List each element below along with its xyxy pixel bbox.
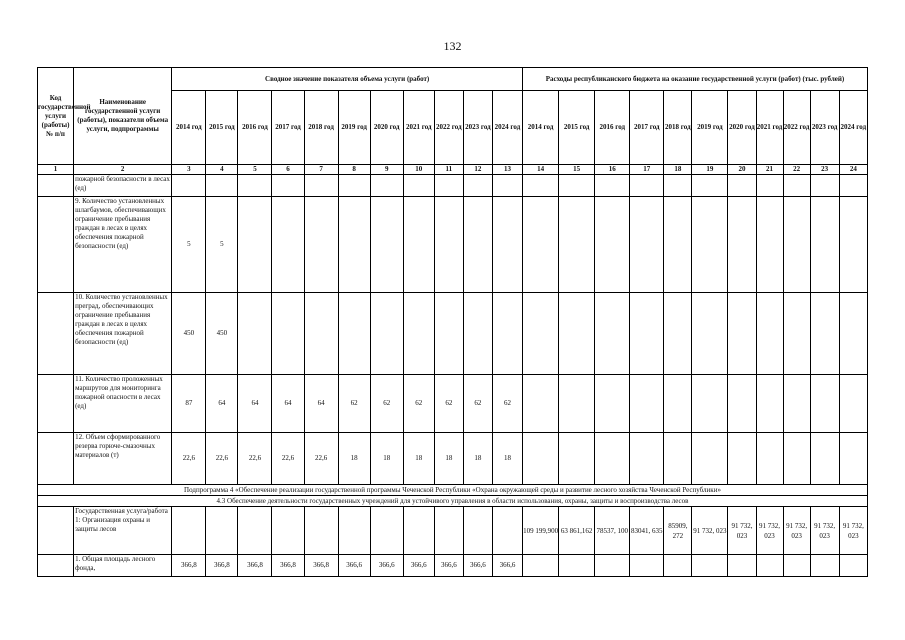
volume-value: [206, 507, 238, 555]
expense-value: [756, 293, 783, 375]
expense-value: [559, 175, 595, 197]
volume-value: 366,8: [272, 555, 304, 577]
expense-group-header: Расходы республиканского бюджета на оказание государственной услуги (работ) (тыс. рублей): [523, 68, 868, 91]
expense-value: [728, 293, 756, 375]
volume-year-header: 2024 год: [492, 91, 522, 165]
column-number: 6: [272, 165, 304, 175]
column-number: 17: [630, 165, 664, 175]
volume-value: [238, 507, 272, 555]
expense-value: [839, 175, 867, 197]
expense-value: 91 732, 023: [783, 507, 810, 555]
expense-value: [839, 197, 867, 293]
expense-value: [692, 555, 728, 577]
volume-value: [434, 197, 463, 293]
subprogram-title: Подпрограмма 4 «Обеспечение реализации государственной программы Чеченской Республики «Охрана окружающей среды и развитие лесного хозяйства Чеченской Республики»: [38, 485, 868, 496]
volume-value: 64: [206, 375, 238, 433]
volume-value: [370, 175, 403, 197]
volume-value: [238, 293, 272, 375]
volume-value: 366,6: [338, 555, 370, 577]
expense-value: 91 732, 023: [810, 507, 839, 555]
volume-value: [463, 175, 492, 197]
column-number: 12: [463, 165, 492, 175]
service-volume-table: [37, 67, 868, 577]
indicator-name: 11. Количество проложенных маршрутов для мониторинга пожарной опасности в лесах (ед): [74, 375, 172, 433]
volume-value: 62: [338, 375, 370, 433]
expense-value: [839, 293, 867, 375]
expense-value: [559, 293, 595, 375]
volume-value: [272, 293, 304, 375]
volume-value: 366,6: [434, 555, 463, 577]
code-cell: [38, 293, 74, 375]
table-row: [38, 293, 868, 375]
expense-value: [810, 375, 839, 433]
volume-value: 18: [492, 433, 522, 485]
expense-value: [839, 433, 867, 485]
expense-year-header: 2020 год: [728, 91, 756, 165]
expense-value: [783, 197, 810, 293]
column-number: 2: [74, 165, 172, 175]
volume-group-header: Сводное значение показателя объема услуги (работ): [172, 68, 523, 91]
volume-year-header: 2019 год: [338, 91, 370, 165]
volume-value: [403, 507, 434, 555]
expense-value: [523, 293, 559, 375]
volume-value: 366,8: [304, 555, 338, 577]
volume-value: [403, 197, 434, 293]
volume-value: 450: [172, 293, 206, 375]
volume-value: [492, 293, 522, 375]
indicator-name: пожарной безопасности в лесах (ед): [74, 175, 172, 197]
indicator-name: 9. Количество установленных шлагбаумов, обеспечивающих ограничение пребывания граждан в лесах в целях обеспечения пожарной безопасности (ед): [74, 197, 172, 293]
expense-value: [756, 555, 783, 577]
column-number: 22: [783, 165, 810, 175]
column-number: 16: [595, 165, 630, 175]
expense-value: [728, 555, 756, 577]
volume-value: [272, 175, 304, 197]
volume-value: 18: [463, 433, 492, 485]
expense-value: 83041, 635: [630, 507, 664, 555]
code-header: Код государственной услуги (работы) № п/п: [38, 68, 74, 165]
column-number: 21: [756, 165, 783, 175]
volume-value: 22,6: [238, 433, 272, 485]
expense-value: [523, 197, 559, 293]
column-number: 13: [492, 165, 522, 175]
volume-value: [403, 293, 434, 375]
volume-value: 62: [403, 375, 434, 433]
column-number: 1: [38, 165, 74, 175]
volume-value: 22,6: [304, 433, 338, 485]
expense-value: [783, 293, 810, 375]
expense-value: [810, 293, 839, 375]
volume-value: 62: [492, 375, 522, 433]
expense-value: [630, 197, 664, 293]
volume-value: 366,8: [172, 555, 206, 577]
volume-value: [338, 293, 370, 375]
volume-value: 450: [206, 293, 238, 375]
volume-value: 64: [272, 375, 304, 433]
expense-value: [756, 197, 783, 293]
volume-value: [492, 175, 522, 197]
volume-value: [403, 175, 434, 197]
expense-year-header: 2024 год: [839, 91, 867, 165]
expense-value: [756, 175, 783, 197]
volume-value: 18: [403, 433, 434, 485]
volume-value: [370, 293, 403, 375]
volume-value: [304, 175, 338, 197]
expense-value: 91 732, 023: [756, 507, 783, 555]
volume-value: 18: [338, 433, 370, 485]
volume-value: 366,8: [206, 555, 238, 577]
volume-value: [238, 175, 272, 197]
volume-value: 5: [206, 197, 238, 293]
table-row: [38, 433, 868, 485]
volume-value: 62: [370, 375, 403, 433]
volume-value: [370, 507, 403, 555]
expense-value: [523, 433, 559, 485]
expense-value: [595, 555, 630, 577]
name-header: Наименование государственной услуги (работы), показатели объема услуги, подпрограммы: [74, 68, 172, 165]
expense-value: [728, 433, 756, 485]
volume-value: 64: [304, 375, 338, 433]
volume-value: [338, 175, 370, 197]
volume-year-header: 2022 год: [434, 91, 463, 165]
indicator-name: Государственная услуга/работа 1: Организация охраны и защиты лесов: [74, 507, 172, 555]
expense-value: [728, 175, 756, 197]
expense-year-header: 2015 год: [559, 91, 595, 165]
volume-value: [492, 197, 522, 293]
volume-value: [272, 197, 304, 293]
expense-year-header: 2018 год: [664, 91, 692, 165]
volume-value: 18: [370, 433, 403, 485]
column-number: 14: [523, 165, 559, 175]
table-row: [38, 485, 868, 496]
expense-year-header: 2017 год: [630, 91, 664, 165]
volume-value: [463, 507, 492, 555]
table-row: [38, 555, 868, 577]
volume-value: 87: [172, 375, 206, 433]
expense-value: [810, 433, 839, 485]
volume-value: [172, 175, 206, 197]
expense-year-header: 2019 год: [692, 91, 728, 165]
indicator-name: 10. Количество установленных преград, обеспечивающих ограничение пребывания граждан в лесах в целях обеспечения пожарной безопасности (ед): [74, 293, 172, 375]
volume-value: [434, 293, 463, 375]
indicator-name: 12. Объем сформированного резерва горюче-смазочных материалов (т): [74, 433, 172, 485]
expense-value: [523, 375, 559, 433]
expense-value: [839, 375, 867, 433]
expense-value: [810, 197, 839, 293]
column-number: 24: [839, 165, 867, 175]
volume-year-header: 2017 год: [272, 91, 304, 165]
expense-value: [559, 433, 595, 485]
volume-value: 62: [434, 375, 463, 433]
indicator-name: 1. Общая площадь лесного фонда,: [74, 555, 172, 577]
expense-value: [630, 293, 664, 375]
expense-value: [595, 197, 630, 293]
table-row: [38, 197, 868, 293]
code-cell: [38, 197, 74, 293]
expense-year-header: 2014 год: [523, 91, 559, 165]
expense-value: [810, 175, 839, 197]
expense-value: [559, 197, 595, 293]
column-number: 4: [206, 165, 238, 175]
expense-value: 91 732, 023: [839, 507, 867, 555]
expense-value: [630, 375, 664, 433]
volume-value: 22,6: [172, 433, 206, 485]
section-title: 4.3 Обеспечение деятельности государственных учреждений для устойчивого управления в области использования, охраны, защиты и воспроизводства лесов: [38, 496, 868, 507]
expense-value: [664, 293, 692, 375]
expense-value: [692, 375, 728, 433]
expense-year-header: 2016 год: [595, 91, 630, 165]
column-number: 20: [728, 165, 756, 175]
expense-value: [595, 433, 630, 485]
volume-value: [338, 197, 370, 293]
volume-year-header: 2020 год: [370, 91, 403, 165]
volume-value: [463, 197, 492, 293]
volume-value: [272, 507, 304, 555]
code-cell: [38, 375, 74, 433]
expense-value: 63 861,162: [559, 507, 595, 555]
volume-value: 62: [463, 375, 492, 433]
table-row: [38, 175, 868, 197]
volume-value: [206, 175, 238, 197]
volume-value: [304, 507, 338, 555]
expense-value: [664, 555, 692, 577]
expense-value: [664, 175, 692, 197]
column-number: 19: [692, 165, 728, 175]
code-cell: [38, 433, 74, 485]
expense-value: [664, 375, 692, 433]
column-number: 15: [559, 165, 595, 175]
expense-value: [728, 375, 756, 433]
column-number: 11: [434, 165, 463, 175]
volume-value: [492, 507, 522, 555]
expense-year-header: 2021 год: [756, 91, 783, 165]
volume-value: 366,6: [492, 555, 522, 577]
expense-value: [728, 197, 756, 293]
column-number: 3: [172, 165, 206, 175]
column-number: 5: [238, 165, 272, 175]
volume-value: 5: [172, 197, 206, 293]
volume-value: [172, 507, 206, 555]
expense-year-header: 2022 год: [783, 91, 810, 165]
volume-value: 22,6: [272, 433, 304, 485]
expense-value: [630, 175, 664, 197]
volume-value: 64: [238, 375, 272, 433]
table-row: [38, 496, 868, 507]
expense-value: 91 732, 023: [728, 507, 756, 555]
expense-value: [664, 197, 692, 293]
code-cell: [38, 175, 74, 197]
expense-value: [692, 175, 728, 197]
code-cell: [38, 555, 74, 577]
expense-value: 91 732, 023: [692, 507, 728, 555]
volume-value: 366,6: [463, 555, 492, 577]
volume-value: [338, 507, 370, 555]
expense-year-header: 2023 год: [810, 91, 839, 165]
expense-value: [756, 375, 783, 433]
expense-value: [630, 555, 664, 577]
expense-value: [595, 293, 630, 375]
volume-value: [434, 175, 463, 197]
volume-year-header: 2016 год: [238, 91, 272, 165]
volume-value: [304, 293, 338, 375]
column-number: 18: [664, 165, 692, 175]
expense-value: 85909, 272: [664, 507, 692, 555]
expense-value: 109 199,900: [523, 507, 559, 555]
expense-value: [783, 555, 810, 577]
expense-value: [523, 175, 559, 197]
column-number: 8: [338, 165, 370, 175]
volume-value: 366,8: [238, 555, 272, 577]
expense-value: [664, 433, 692, 485]
volume-value: [238, 197, 272, 293]
expense-value: [630, 433, 664, 485]
column-number: 10: [403, 165, 434, 175]
volume-value: 366,6: [403, 555, 434, 577]
code-cell: [38, 507, 74, 555]
volume-value: [304, 197, 338, 293]
volume-value: [434, 507, 463, 555]
expense-value: [559, 555, 595, 577]
volume-year-header: 2014 год: [172, 91, 206, 165]
expense-value: [756, 433, 783, 485]
column-number: 7: [304, 165, 338, 175]
volume-value: [370, 197, 403, 293]
volume-year-header: 2018 год: [304, 91, 338, 165]
column-number: 23: [810, 165, 839, 175]
expense-value: [692, 197, 728, 293]
expense-value: [783, 375, 810, 433]
expense-value: [595, 375, 630, 433]
expense-value: [559, 375, 595, 433]
expense-value: [839, 555, 867, 577]
volume-value: 18: [434, 433, 463, 485]
table-row: [38, 507, 868, 555]
volume-year-header: 2021 год: [403, 91, 434, 165]
expense-value: [692, 433, 728, 485]
volume-value: 22,6: [206, 433, 238, 485]
expense-value: [523, 555, 559, 577]
page-number: 132: [443, 39, 462, 53]
volume-year-header: 2023 год: [463, 91, 492, 165]
column-number: 9: [370, 165, 403, 175]
expense-value: [810, 555, 839, 577]
volume-year-header: 2015 год: [206, 91, 238, 165]
volume-value: 366,6: [370, 555, 403, 577]
table-row: [38, 375, 868, 433]
expense-value: 78537, 100: [595, 507, 630, 555]
expense-value: [595, 175, 630, 197]
expense-value: [783, 433, 810, 485]
volume-value: [463, 293, 492, 375]
expense-value: [692, 293, 728, 375]
expense-value: [783, 175, 810, 197]
